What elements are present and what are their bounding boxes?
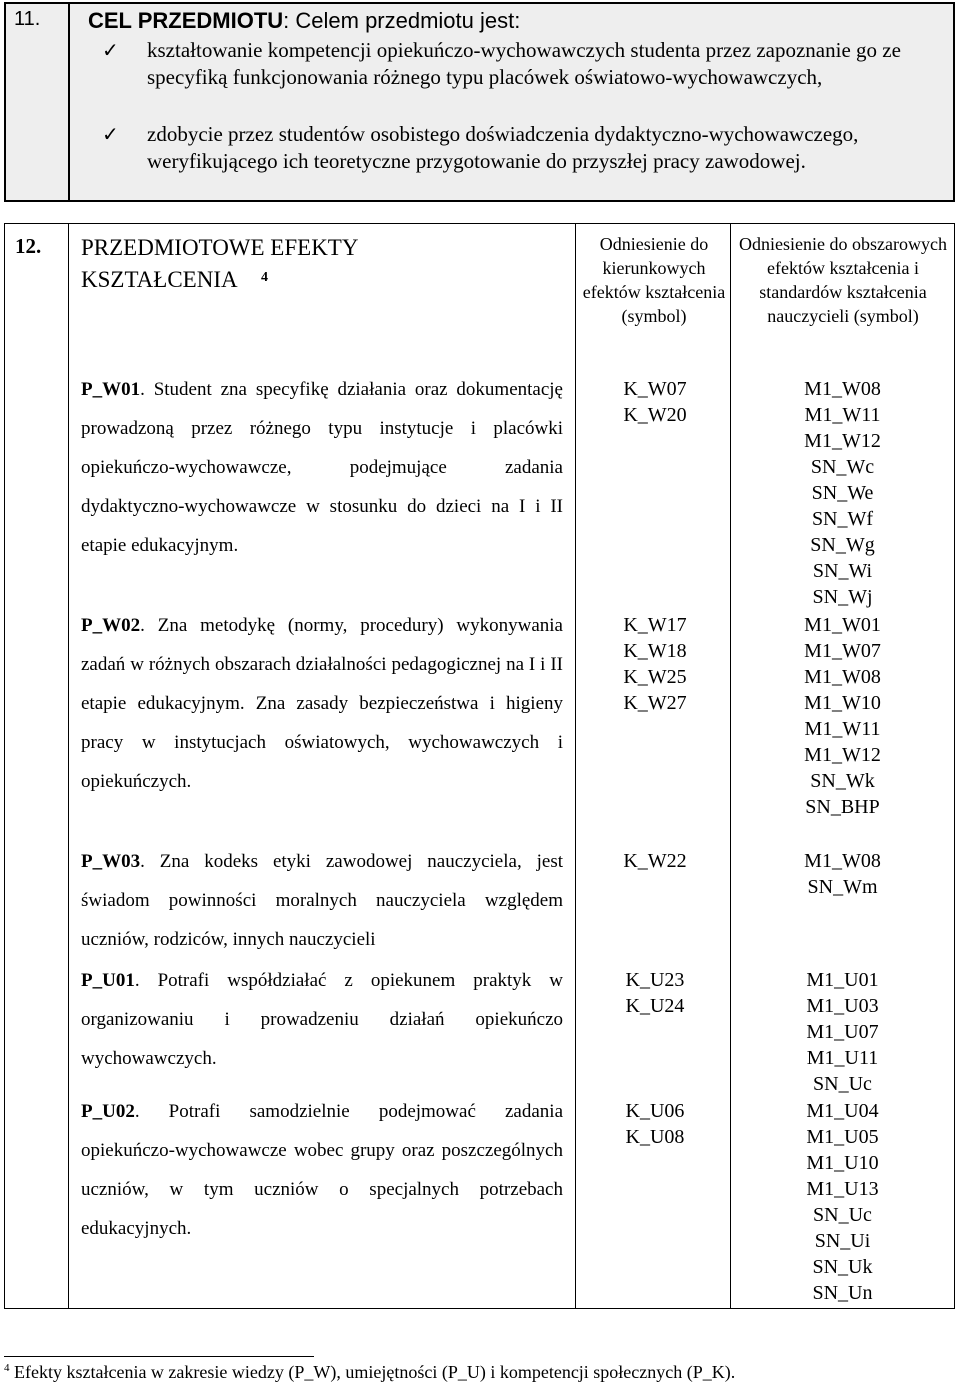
section-11-heading [88, 8, 520, 34]
section-11-intro: : Celem przedmiotu jest: [283, 8, 521, 33]
outcome-code: P_U02 [81, 1101, 135, 1122]
kierunkowe-symbols: K_W17 K_W18 K_W25 K_W27 [623, 614, 687, 714]
obszarowe-symbols: M1_W01 M1_W07 M1_W08 M1_W10 M1_W11 M1_W12 SN_Wk SN_BHP [804, 614, 881, 818]
column-divider [68, 224, 69, 1308]
kierunkowe-symbols: K_W22 [623, 850, 687, 872]
section-11-number: 11. [14, 8, 41, 30]
outcome-code: P_U01 [81, 970, 135, 991]
obszarowe-symbols: M1_W08 M1_W11 M1_W12 SN_Wc SN_We SN_Wf SN_Wg SN_Wi SN_Wj [804, 378, 881, 608]
kierunkowe-symbols: K_W07 K_W20 [623, 378, 687, 426]
outcome-text: . Zna kodeks etyki zawodowej nauczyciela, jest świadom powinności moralnych nauczyciela względem uczniów, rodziców, innych nauczycieli [81, 851, 563, 950]
outcome-row-p-u01 [81, 961, 563, 1078]
outcome-row-p-u02 [81, 1092, 563, 1248]
outcome-code: P_W01 [81, 379, 141, 400]
outcome-text: . Potrafi samodzielnie podejmować zadania opiekuńczo-wychowawcze wobec grupy oraz poszczególnych uczniów, w tym uczniów o specjalnych potrzebach edukacyjnych. [81, 1101, 563, 1239]
outcome-text: . Student zna specyfikę działania oraz dokumentację prowadzoną przez różnego typu instytucje i placówki opiekuńczo-wychowawcze, podejmujące zadania dydaktyczno-wychowawcze w stosunku do dzieci na I i II etapie edukacyjnym. [81, 379, 563, 556]
section-11-number-cell [6, 4, 70, 200]
outcome-text: . Potrafi współdziałać z opiekunem praktyk w organizowaniu i prowadzeniu działań opiekuńczo wychowawczych. [81, 970, 563, 1069]
checkmark-icon: ✓ [102, 38, 119, 62]
section-11-label: CEL PRZEDMIOTU [88, 8, 284, 33]
column-header-kierunkowe: Odniesienie do kierunkowych efektów kształcenia (symbol) [582, 234, 726, 326]
outcome-row-p-w02 [81, 606, 563, 801]
kierunkowe-symbols: K_U06 K_U08 [625, 1100, 685, 1148]
section-12-number: 12. [15, 234, 42, 258]
obszarowe-symbols: M1_U01 M1_U03 M1_U07 M1_U11 SN_Uc [806, 969, 879, 1095]
outcome-row-p-w01 [81, 370, 563, 565]
footnote [4, 1362, 735, 1383]
section-11-box [4, 2, 955, 202]
outcome-code: P_W03 [81, 851, 141, 872]
footnote-separator [4, 1356, 314, 1357]
obszarowe-symbols: M1_U04 M1_U05 M1_U10 M1_U13 SN_Uc SN_Ui SN_Uk SN_Un [806, 1100, 879, 1304]
footnote-reference: 4 [261, 270, 268, 285]
outcome-text: . Zna metodykę (normy, procedury) wykonywania zadań w różnych obszarach działalności pedagogicznej na I i II etapie edukacyjnym. Zna zasady bezpieczeństwa i higieny pracy w instytucjach oświatowych, wychowawczych i opiekuńczych. [81, 615, 563, 792]
obszarowe-symbols: M1_W08 SN_Wm [804, 850, 881, 898]
goal-item-text: kształtowanie kompetencji opiekuńczo-wychowawczych studenta przez zapoznanie go ze specyfiką funkcjonowania różnego typu placówek oświatowo-wychowawczych, [147, 38, 901, 89]
section-12-title-text: PRZEDMIOTOWE EFEKTY KSZTAŁCENIA [81, 235, 358, 292]
learning-outcomes-table [4, 223, 955, 1309]
section-12-title [81, 232, 411, 296]
footnote-text: Efekty kształcenia w zakresie wiedzy (P_W), umiejętności (P_U) i kompetencji społecznych (P_K). [9, 1362, 736, 1382]
outcome-code: P_W02 [81, 615, 141, 636]
kierunkowe-symbols: K_U23 K_U24 [625, 969, 685, 1017]
column-divider [575, 224, 576, 1308]
checkmark-icon: ✓ [102, 122, 119, 146]
outcome-row-p-w03 [81, 842, 563, 959]
section-11-content [70, 4, 953, 200]
footnote-mark: 4 [4, 1362, 10, 1374]
goal-item-text: zdobycie przez studentów osobistego doświadczenia dydaktyczno-wychowawczego, weryfikującego ich teoretyczne przygotowanie do przyszłej pracy zawodowej. [147, 122, 859, 173]
column-header-obszarowe: Odniesienie do obszarowych efektów kształcenia i standardów kształcenia nauczycieli (symbol) [739, 234, 947, 326]
